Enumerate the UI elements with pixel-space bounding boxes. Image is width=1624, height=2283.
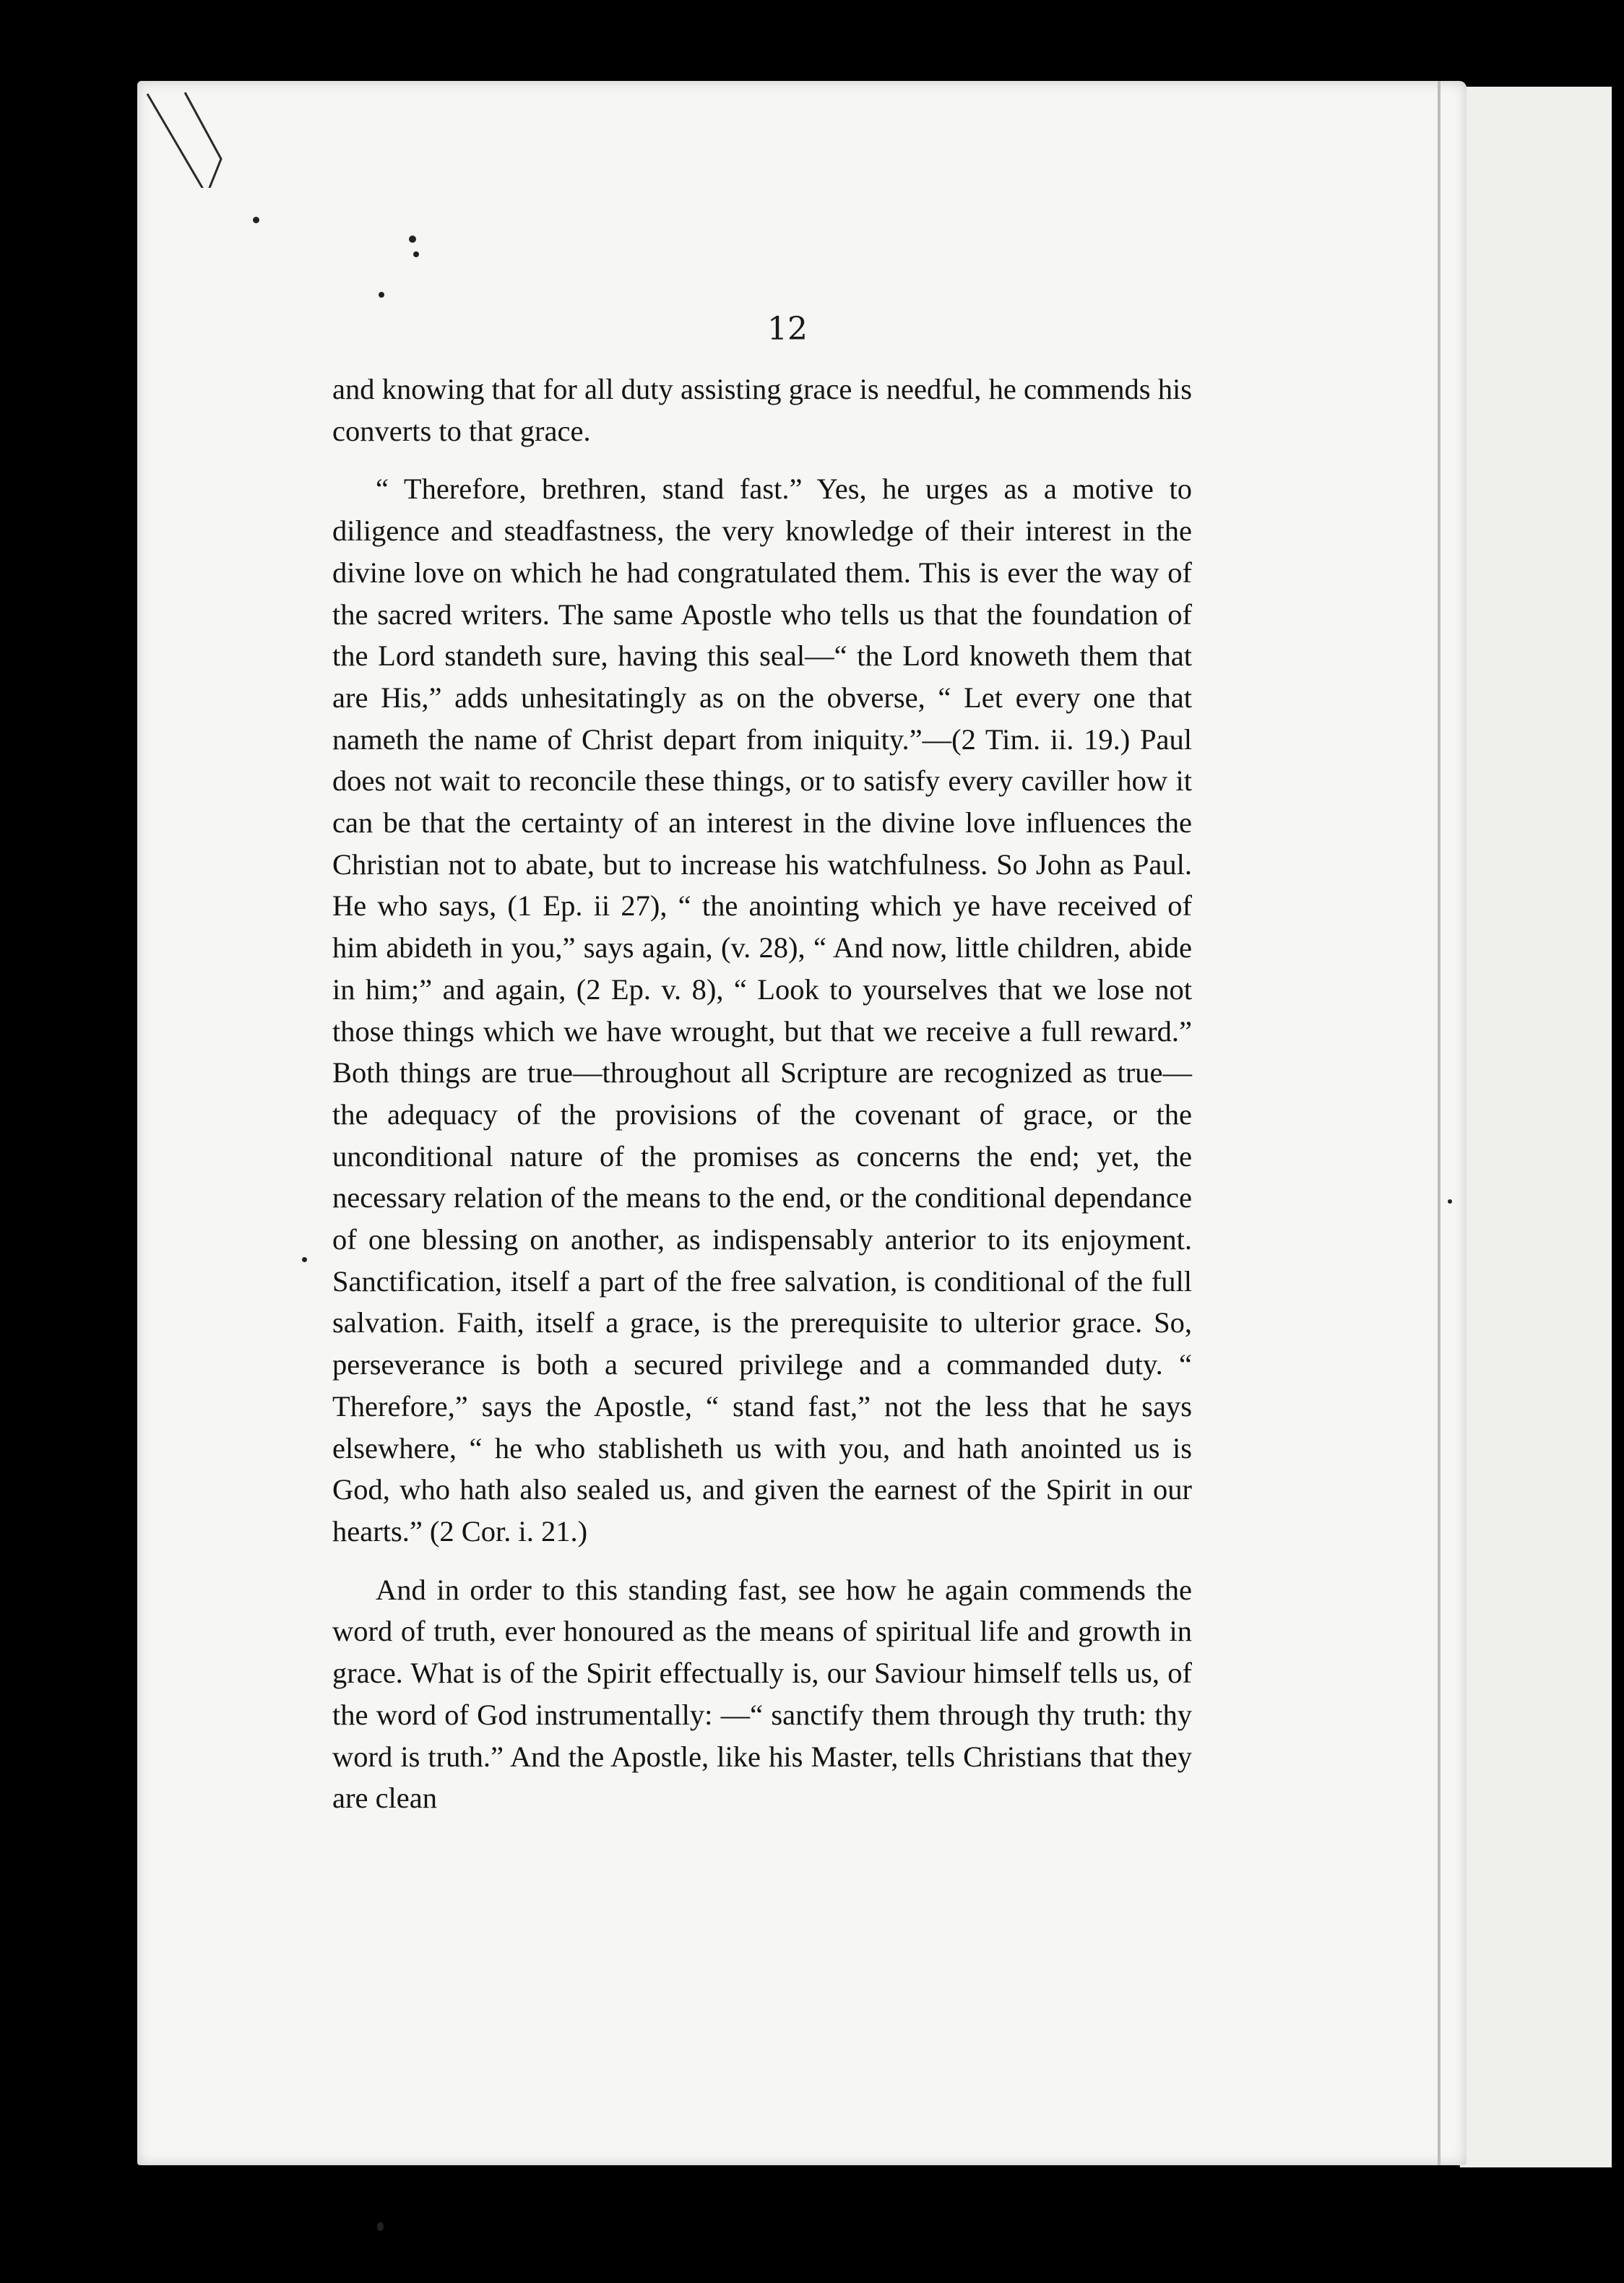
body-text [332,368,1192,1836]
page-number: 12 [767,311,808,348]
facing-page-edge [1458,87,1612,2167]
paragraph: “ Therefore, brethren, stand fast.” Yes, he urges as a motive to diligence and steadfastness, the very knowledge of their interest in the divine love on which he had congratulated them. This is ever the way of the sacred writers. The same Apostle who tells us that the foundation of the Lord standeth sure, having this seal—“ the Lord knoweth them that are His,” adds unhesitatingly as on the obverse, “ Let every one that nameth the name of Christ depart from iniquity.”—(2 Tim. ii. 19.) Paul does not wait to reconcile these things, or to satisfy every caviller how it can be that the certainty of an interest in the divine love influences the Christian not to abate, but to increase his watchfulness. So John as Paul. He who says, (1 Ep. ii 27), “ the anointing which ye have received of him abideth in you,” says again, (v. 28), “ And now, little children, abide in him;” and again, (2 Ep. v. 8), “ Look to yourselves that we lose not those things which we have wrought, but that we receive a full reward.” Both things are true—throughout all Scripture are recognized as true—the adequacy of the provisions of the covenant of grace, or the unconditional nature of the promises as concerns the end; yet, the necessary relation of the means to the end, or the conditional dependance of one blessing on another, as indispensably anterior to its enjoyment. Sanctification, itself a part of the free salvation, is conditional of the full salvation. Faith, itself a grace, is the prerequisite to ulterior grace. So, perseverance is both a secured privilege and a commanded duty. “ Therefore,” says the Apostle, “ stand fast,” not the less that he says elsewhere, “ he who stablisheth us with you, and hath anointed us is God, who hath also sealed us, and given the earnest of the Spirit in our hearts.” (2 Cor. i. 21.) [332,472,1192,1548]
page-fold-line [1438,81,1441,2165]
dust-speck [302,1257,307,1262]
dust-speck [413,251,419,257]
paragraph: And in order to this standing fast, see how he again commends the word of truth, ever honoured as the means of spiritual life and growth in grace. What is of the Spirit effectually is, our Saviour himself tells us, of the word of God instrumentally: —“ sanctify them through thy truth: thy word is truth.” And the Apostle, like his Master, tells Christians that they are clean [332,1573,1192,1815]
paragraph: and knowing that for all duty assisting grace is needful, he commends his converts to that grace. [332,373,1192,447]
dust-speck [409,236,416,243]
corner-fold-mark [142,87,228,188]
dust-speck [253,217,259,223]
dust-speck [379,292,384,298]
dust-speck [1448,1199,1452,1204]
dust-speck [377,2222,384,2231]
